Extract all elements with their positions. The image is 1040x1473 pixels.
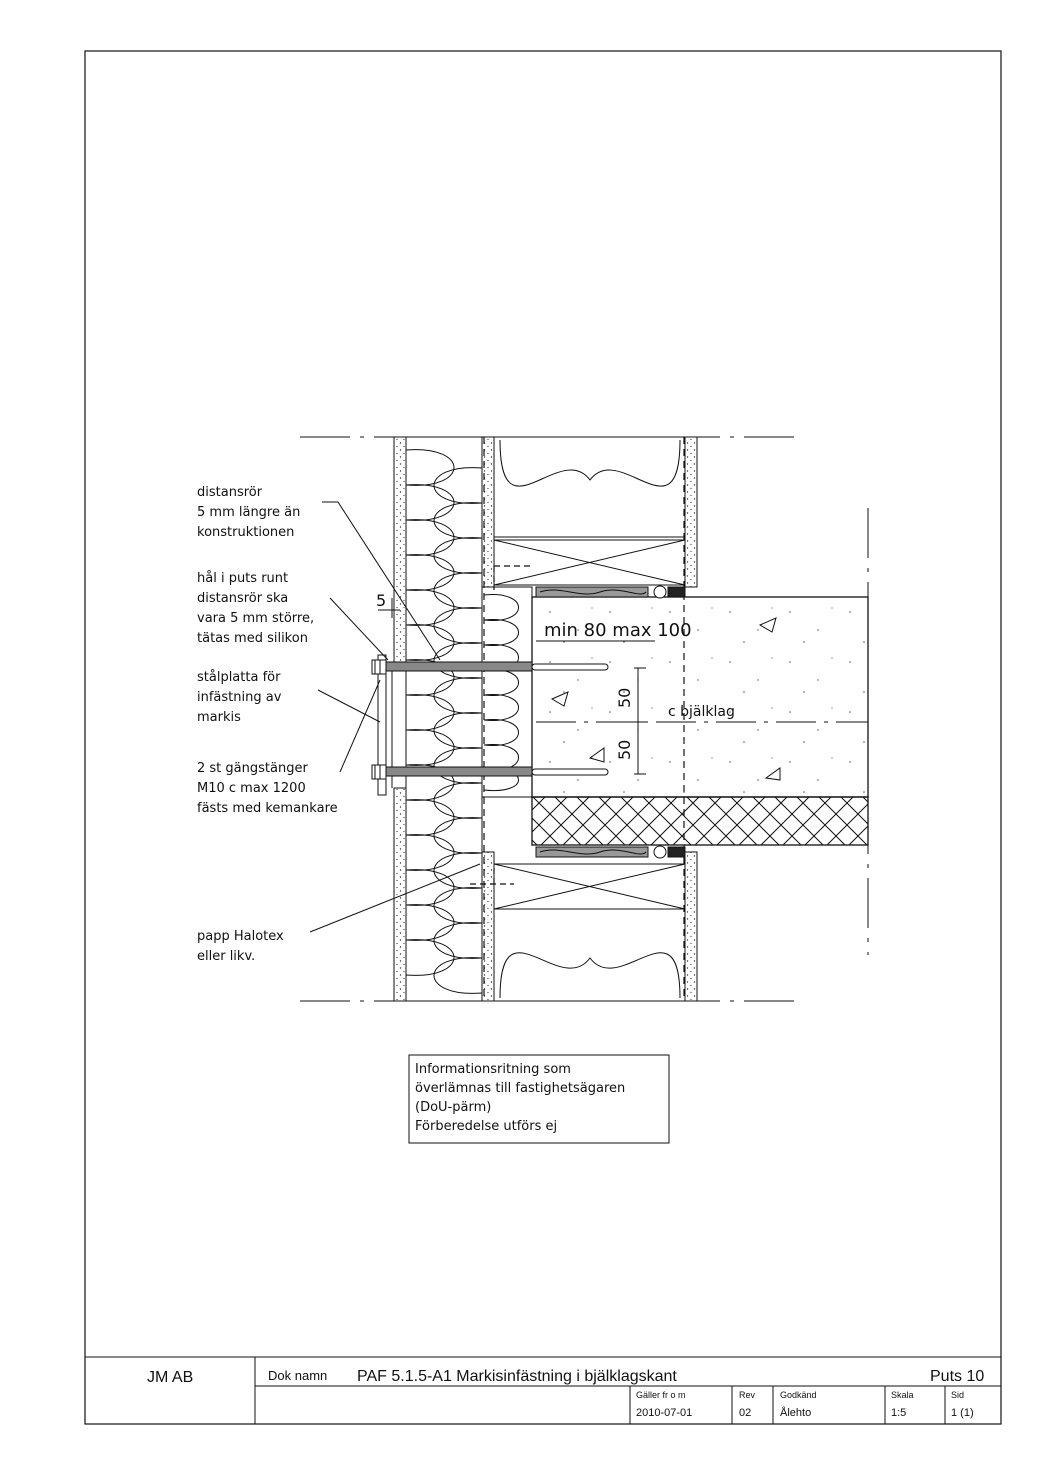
- page-value: 1 (1): [951, 1407, 974, 1419]
- approved-label: Godkänd: [780, 1390, 817, 1400]
- svg-text:vara 5 mm större,: vara 5 mm större,: [197, 611, 315, 626]
- svg-text:fästs med kemankare: fästs med kemankare: [197, 801, 338, 816]
- rev-label: Rev: [739, 1390, 756, 1400]
- svg-text:överlämnas till fastighetsägar: överlämnas till fastighetsägaren: [415, 1081, 626, 1096]
- label-stalplatta: [197, 670, 282, 725]
- approved-value: Ålehto: [780, 1407, 812, 1419]
- centerline-label: c bjälklag: [668, 704, 735, 720]
- svg-text:Förberedelse utförs ej: Förberedelse utförs ej: [415, 1119, 558, 1134]
- beam-dash-marks: [470, 566, 534, 884]
- svg-text:stålplatta för: stålplatta för: [197, 670, 281, 685]
- label-gangstanger: [197, 761, 338, 816]
- insulation-upper-stud: [494, 437, 685, 537]
- svg-text:tätas med silikon: tätas med silikon: [197, 631, 308, 646]
- beam-lower: [494, 864, 685, 909]
- dim-gap: 5: [376, 591, 387, 610]
- svg-text:5 mm längre än: 5 mm längre än: [197, 505, 301, 520]
- svg-text:(DoU-pärm): (DoU-pärm): [415, 1100, 492, 1115]
- dim-upper-50: 50: [615, 687, 634, 708]
- slab-edge-insulation: [482, 587, 532, 797]
- series-label: Puts 10: [930, 1368, 985, 1385]
- scale-value: 1:5: [891, 1407, 907, 1419]
- valid-from-value: 2010-07-01: [636, 1407, 693, 1419]
- company-name: JM AB: [147, 1369, 194, 1386]
- information-note: [409, 1055, 669, 1143]
- dim-embed: min 80 max 100: [544, 620, 692, 641]
- doc-label: Dok namn: [268, 1368, 328, 1383]
- svg-text:distansrör ska: distansrör ska: [197, 591, 289, 606]
- svg-text:2 st gängstänger: 2 st gängstänger: [197, 761, 308, 776]
- svg-text:infästning av: infästning av: [197, 690, 282, 705]
- svg-text:eller likv.: eller likv.: [197, 949, 256, 964]
- scale-label: Skala: [891, 1390, 914, 1400]
- slab-underside-insulation: [532, 797, 868, 845]
- doc-name: PAF 5.1.5-A1 Markisinfästning i bjälklagskant: [357, 1368, 677, 1385]
- page-label: Sid: [951, 1390, 965, 1400]
- svg-text:papp Halotex: papp Halotex: [197, 929, 284, 944]
- insulation-lower-stud: [494, 909, 685, 1001]
- label-distansror: [197, 485, 300, 540]
- svg-text:distansrör: distansrör: [197, 485, 263, 500]
- svg-text:hål i puts runt: hål i puts runt: [197, 571, 289, 586]
- svg-text:markis: markis: [197, 710, 241, 725]
- dim-lower-50: 50: [615, 739, 634, 760]
- insulation-outer: [406, 437, 482, 1001]
- rev-value: 02: [739, 1407, 752, 1419]
- label-papp: [197, 929, 284, 964]
- label-hal-i-puts: [197, 571, 314, 646]
- plaster-layer: [392, 437, 406, 1001]
- svg-text:konstruktionen: konstruktionen: [197, 525, 295, 540]
- svg-text:Informationsritning som: Informationsritning som: [415, 1062, 571, 1077]
- beam-upper: [494, 540, 685, 585]
- valid-from-label: Gäller fr o m: [636, 1390, 686, 1400]
- svg-text:M10 c max 1200: M10 c max 1200: [197, 781, 306, 796]
